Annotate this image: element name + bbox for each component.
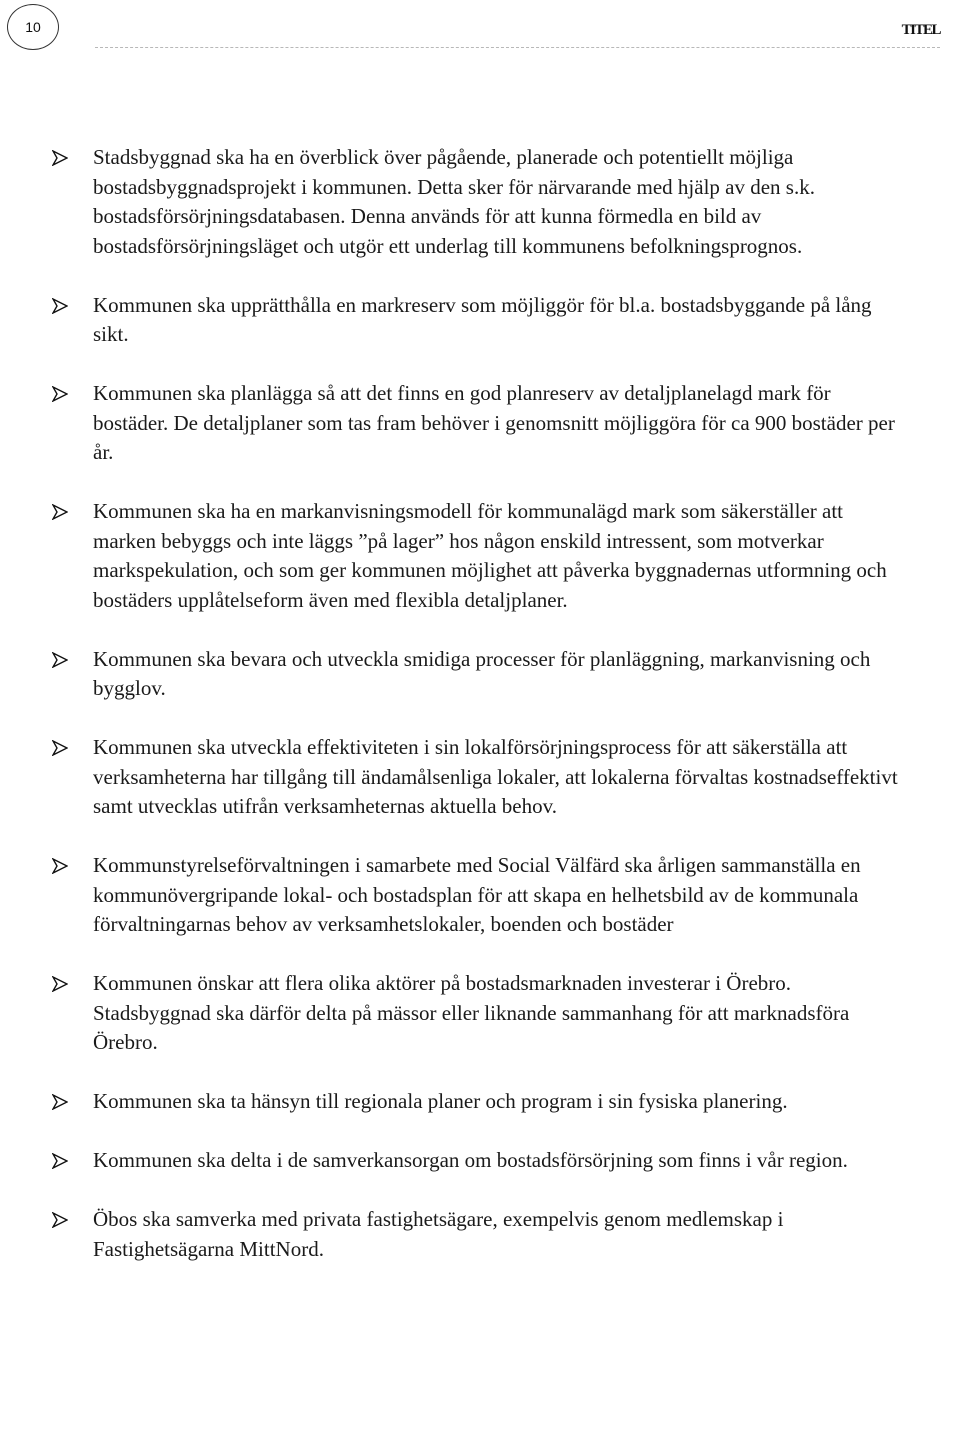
list-item xyxy=(0,497,960,615)
bullet-list xyxy=(0,143,960,1294)
list-item xyxy=(0,645,960,704)
list-item-text: Kommunen önskar att flera olika aktörer på bostadsmarknaden investerar i Örebro. Stadsbyggnad ska därför delta på mässor eller liknande sammanhang för att marknadsföra Örebro. xyxy=(93,971,850,1054)
list-item xyxy=(0,291,960,350)
header-divider xyxy=(95,47,940,48)
arrowhead-bullet-icon xyxy=(52,976,68,992)
list-item-text: Kommunen ska delta i de samverkansorgan om bostadsförsörjning som finns i vår region. xyxy=(93,1148,848,1172)
arrowhead-bullet-icon xyxy=(52,1094,68,1110)
arrowhead-bullet-icon xyxy=(52,150,68,166)
list-item-text: Stadsbyggnad ska ha en överblick över pågående, planerade och potentiellt möjliga bostadsbyggnadsprojekt i kommunen. Detta sker för närvarande med hjälp av den s.k. bostadsförsörjningsdatabasen. Denna används för att kunna förmedla en bild av bostadsförsörjningsläget och utgör ett underlag till kommunens befolkningsprognos. xyxy=(93,145,815,258)
arrowhead-bullet-icon xyxy=(52,1212,68,1228)
header-title: TITEL xyxy=(901,22,940,38)
list-item-text: Kommunen ska ta hänsyn till regionala planer och program i sin fysiska planering. xyxy=(93,1089,788,1113)
arrowhead-bullet-icon xyxy=(52,504,68,520)
arrowhead-bullet-icon xyxy=(52,652,68,668)
list-item-text: Kommunen ska planlägga så att det finns en god planreserv av detaljplanelagd mark för bostäder. De detaljplaner som tas fram behöver i genomsnitt möjliggöra för ca 900 bostäder per år. xyxy=(93,381,895,464)
page-number: 10 xyxy=(25,19,41,35)
list-item xyxy=(0,1087,960,1117)
list-item-text: Kommunen ska upprätthålla en markreserv som möjliggör för bl.a. bostadsbyggande på lång sikt. xyxy=(93,292,872,346)
list-item-text: Kommunen ska bevara och utveckla smidiga processer för planläggning, markanvisning och bygglov. xyxy=(93,646,871,700)
list-item-text: Kommunen ska utveckla effektiviteten i sin lokalförsörjningsprocess för att säkerställa att verksamheterna har tillgång till ändamålsenliga lokaler, att lokalerna förvaltas kostnadseffektivt samt utvecklas utifrån verksamheternas aktuella behov. xyxy=(93,735,898,818)
arrowhead-bullet-icon xyxy=(52,386,68,402)
list-item-text: Kommunstyrelseförvaltningen i samarbete med Social Välfärd ska årligen sammanställa en kommunövergripande lokal- och bostadsplan för att skapa en helhetsbild av de kommunala förvaltningarnas behov av verksamhetslokaler, boenden och bostäder xyxy=(93,853,861,936)
page-number-badge xyxy=(7,4,59,50)
list-item xyxy=(0,733,960,822)
arrowhead-bullet-icon xyxy=(52,740,68,756)
arrowhead-bullet-icon xyxy=(52,858,68,874)
arrowhead-bullet-icon xyxy=(52,298,68,314)
list-item xyxy=(0,1146,960,1176)
list-item xyxy=(0,143,960,261)
list-item xyxy=(0,1205,960,1264)
list-item xyxy=(0,851,960,940)
list-item xyxy=(0,379,960,468)
arrowhead-bullet-icon xyxy=(52,1153,68,1169)
list-item xyxy=(0,969,960,1058)
list-item-text: Kommunen ska ha en markanvisningsmodell för kommunalägd mark som säkerställer att marken bebyggs och inte läggs ”på lager” hos någon enskild intressent, som motverkar markspekulation, och som ger kommunen möjlighet att påverka byggnadernas utformning och bostäders upplåtelseform även med flexibla detaljplaner. xyxy=(93,499,887,612)
list-item-text: Öbos ska samverka med privata fastighetsägare, exempelvis genom medlemskap i Fastighetsägarna MittNord. xyxy=(93,1207,784,1261)
